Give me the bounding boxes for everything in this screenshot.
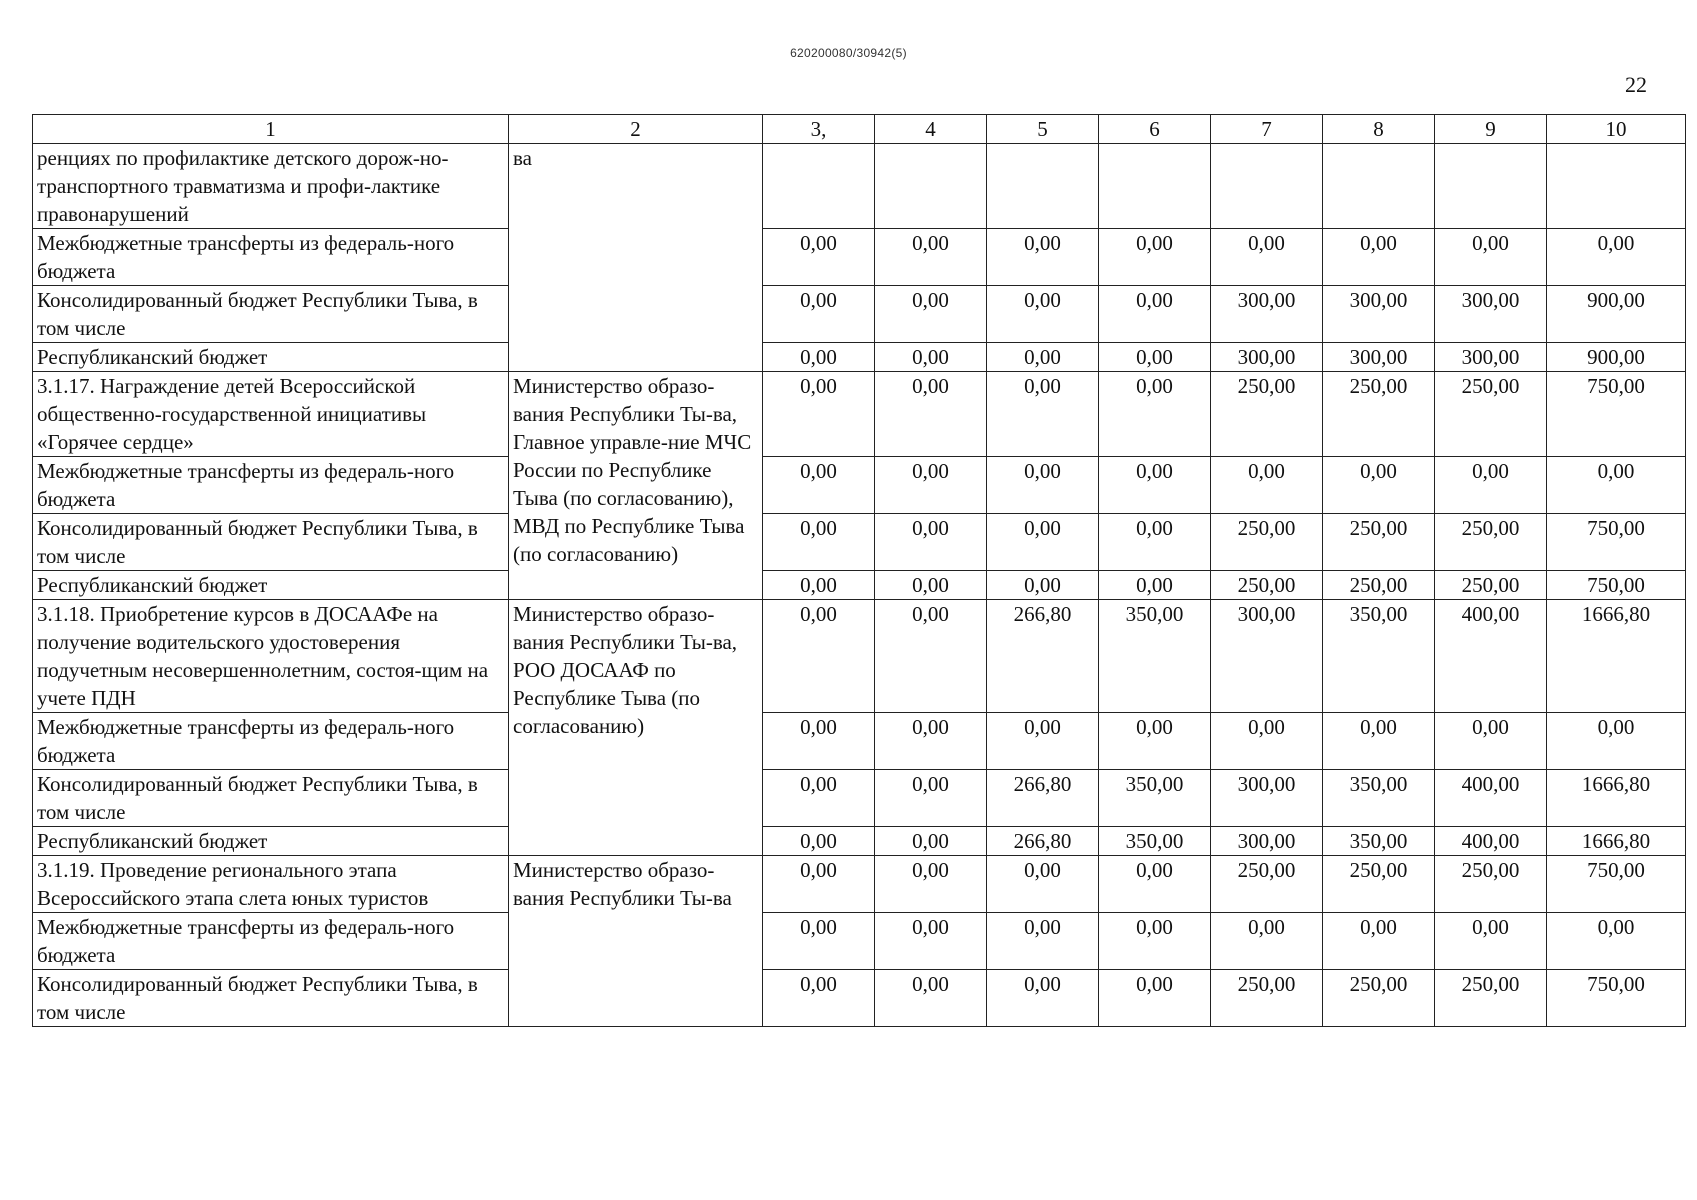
value-cell: 0,00: [1323, 713, 1435, 770]
table-row: [33, 343, 1686, 372]
value-cell: [1547, 144, 1686, 229]
value-cell: 0,00: [763, 600, 875, 713]
value-cell: 0,00: [1435, 229, 1547, 286]
executor-cell: Министерство образо-вания Республики Ты-ва, РОО ДОСААФ по Республике Тыва (по согласованию): [509, 600, 763, 856]
value-cell: 0,00: [1211, 229, 1323, 286]
value-cell: [1211, 144, 1323, 229]
page-number: 22: [1625, 72, 1647, 97]
value-cell: 0,00: [1547, 913, 1686, 970]
value-cell: 0,00: [1099, 913, 1211, 970]
value-cell: 900,00: [1547, 343, 1686, 372]
value-cell: 0,00: [875, 827, 987, 856]
column-header: 1: [33, 115, 509, 144]
value-cell: 0,00: [875, 600, 987, 713]
value-cell: 250,00: [1211, 514, 1323, 571]
table-row: [33, 970, 1686, 1027]
value-cell: 0,00: [987, 713, 1099, 770]
value-cell: 0,00: [875, 514, 987, 571]
executor-cell: Министерство образо-вания Республики Ты-ва, Главное управле-ние МЧС России по Республике Тыва (по согласованию), МВД по Республике Тыва (по согласованию): [509, 372, 763, 600]
row-name: Консолидированный бюджет Республики Тыва, в том числе: [33, 514, 509, 571]
value-cell: 266,80: [987, 600, 1099, 713]
value-cell: 400,00: [1435, 600, 1547, 713]
value-cell: 350,00: [1099, 770, 1211, 827]
value-cell: 0,00: [1099, 372, 1211, 457]
value-cell: 300,00: [1211, 286, 1323, 343]
value-cell: 0,00: [875, 457, 987, 514]
value-cell: 0,00: [875, 856, 987, 913]
value-cell: 250,00: [1435, 514, 1547, 571]
value-cell: 266,80: [987, 770, 1099, 827]
value-cell: 400,00: [1435, 827, 1547, 856]
executor-cell: Министерство образо-вания Республики Ты-ва: [509, 856, 763, 1027]
value-cell: 250,00: [1323, 856, 1435, 913]
table-row: [33, 827, 1686, 856]
value-cell: 400,00: [1435, 770, 1547, 827]
executor-cell: ва: [509, 144, 763, 372]
value-cell: 300,00: [1323, 286, 1435, 343]
value-cell: 300,00: [1211, 343, 1323, 372]
value-cell: 0,00: [875, 229, 987, 286]
value-cell: [987, 144, 1099, 229]
value-cell: 0,00: [987, 514, 1099, 571]
value-cell: 0,00: [763, 827, 875, 856]
value-cell: 350,00: [1099, 827, 1211, 856]
column-header: 2: [509, 115, 763, 144]
value-cell: 0,00: [1435, 913, 1547, 970]
value-cell: 0,00: [763, 856, 875, 913]
budget-table: [32, 114, 1686, 1027]
value-cell: 0,00: [1099, 343, 1211, 372]
value-cell: 0,00: [987, 970, 1099, 1027]
row-name: Республиканский бюджет: [33, 827, 509, 856]
table-row: [33, 600, 1686, 713]
document-code: 620200080/30942(5): [790, 46, 907, 60]
value-cell: 0,00: [763, 770, 875, 827]
value-cell: 750,00: [1547, 372, 1686, 457]
column-header: 6: [1099, 115, 1211, 144]
row-name: ренциях по профилактике детского дорож-но-транспортного травматизма и профи-лактике правонарушений: [33, 144, 509, 229]
value-cell: 300,00: [1211, 770, 1323, 827]
value-cell: 0,00: [1547, 713, 1686, 770]
value-cell: 0,00: [1211, 713, 1323, 770]
value-cell: 0,00: [1435, 713, 1547, 770]
value-cell: [763, 144, 875, 229]
value-cell: 250,00: [1211, 372, 1323, 457]
row-name: Межбюджетные трансферты из федераль-ного бюджета: [33, 713, 509, 770]
value-cell: 0,00: [875, 970, 987, 1027]
value-cell: 0,00: [763, 457, 875, 514]
value-cell: [1323, 144, 1435, 229]
value-cell: 0,00: [763, 571, 875, 600]
value-cell: 0,00: [875, 913, 987, 970]
value-cell: 1666,80: [1547, 770, 1686, 827]
table-row: [33, 229, 1686, 286]
row-name: Консолидированный бюджет Республики Тыва, в том числе: [33, 970, 509, 1027]
value-cell: 0,00: [1099, 970, 1211, 1027]
value-cell: 0,00: [875, 343, 987, 372]
value-cell: 1666,80: [1547, 600, 1686, 713]
value-cell: 250,00: [1211, 856, 1323, 913]
table-row: [33, 457, 1686, 514]
value-cell: 350,00: [1323, 600, 1435, 713]
value-cell: 0,00: [875, 770, 987, 827]
value-cell: 0,00: [987, 571, 1099, 600]
value-cell: 900,00: [1547, 286, 1686, 343]
value-cell: 0,00: [1099, 286, 1211, 343]
value-cell: 250,00: [1323, 372, 1435, 457]
value-cell: 750,00: [1547, 970, 1686, 1027]
column-header: 10: [1547, 115, 1686, 144]
table-row: [33, 913, 1686, 970]
value-cell: 750,00: [1547, 514, 1686, 571]
value-cell: 0,00: [763, 913, 875, 970]
row-name: Межбюджетные трансферты из федераль-ного бюджета: [33, 457, 509, 514]
value-cell: 0,00: [1099, 229, 1211, 286]
value-cell: 350,00: [1099, 600, 1211, 713]
value-cell: 0,00: [1211, 913, 1323, 970]
value-cell: 300,00: [1211, 600, 1323, 713]
table-row: [33, 571, 1686, 600]
value-cell: 0,00: [1323, 229, 1435, 286]
value-cell: 300,00: [1435, 343, 1547, 372]
column-header: 3,: [763, 115, 875, 144]
row-name: Межбюджетные трансферты из федераль-ного бюджета: [33, 913, 509, 970]
value-cell: 0,00: [875, 286, 987, 343]
value-cell: [1099, 144, 1211, 229]
value-cell: 0,00: [987, 372, 1099, 457]
value-cell: 0,00: [763, 372, 875, 457]
value-cell: 0,00: [875, 372, 987, 457]
value-cell: 0,00: [987, 856, 1099, 913]
value-cell: 300,00: [1211, 827, 1323, 856]
value-cell: 250,00: [1435, 372, 1547, 457]
table-header-row: [33, 115, 1686, 144]
value-cell: [1435, 144, 1547, 229]
row-name: 3.1.18. Приобретение курсов в ДОСААФе на получение водительского удостоверения подучетным несовершеннолетним, состоя-щим на учете ПДН: [33, 600, 509, 713]
column-header: 5: [987, 115, 1099, 144]
value-cell: 0,00: [875, 571, 987, 600]
value-cell: 0,00: [1099, 571, 1211, 600]
value-cell: 0,00: [1099, 713, 1211, 770]
value-cell: 0,00: [987, 286, 1099, 343]
value-cell: 0,00: [763, 343, 875, 372]
value-cell: 0,00: [987, 913, 1099, 970]
value-cell: 0,00: [763, 229, 875, 286]
value-cell: 0,00: [763, 713, 875, 770]
value-cell: 250,00: [1211, 970, 1323, 1027]
column-header: 9: [1435, 115, 1547, 144]
value-cell: 750,00: [1547, 856, 1686, 913]
table-row: [33, 856, 1686, 913]
column-header: 7: [1211, 115, 1323, 144]
value-cell: 0,00: [1211, 457, 1323, 514]
row-name: Межбюджетные трансферты из федераль-ного бюджета: [33, 229, 509, 286]
value-cell: 0,00: [1435, 457, 1547, 514]
table-row: [33, 713, 1686, 770]
value-cell: 300,00: [1435, 286, 1547, 343]
value-cell: 250,00: [1323, 514, 1435, 571]
value-cell: 0,00: [1547, 229, 1686, 286]
value-cell: 250,00: [1323, 571, 1435, 600]
row-name: Республиканский бюджет: [33, 343, 509, 372]
value-cell: 0,00: [763, 970, 875, 1027]
value-cell: 0,00: [763, 286, 875, 343]
column-header: 4: [875, 115, 987, 144]
value-cell: [875, 144, 987, 229]
value-cell: 0,00: [1099, 514, 1211, 571]
value-cell: 0,00: [987, 343, 1099, 372]
value-cell: 250,00: [1211, 571, 1323, 600]
row-name: Консолидированный бюджет Республики Тыва, в том числе: [33, 770, 509, 827]
value-cell: 0,00: [987, 229, 1099, 286]
value-cell: 0,00: [1323, 913, 1435, 970]
value-cell: 266,80: [987, 827, 1099, 856]
value-cell: 1666,80: [1547, 827, 1686, 856]
value-cell: 0,00: [1547, 457, 1686, 514]
value-cell: 350,00: [1323, 827, 1435, 856]
value-cell: 300,00: [1323, 343, 1435, 372]
value-cell: 250,00: [1323, 970, 1435, 1027]
row-name: Республиканский бюджет: [33, 571, 509, 600]
table-row: [33, 514, 1686, 571]
table-row: [33, 144, 1686, 229]
value-cell: 350,00: [1323, 770, 1435, 827]
value-cell: 750,00: [1547, 571, 1686, 600]
table-row: [33, 770, 1686, 827]
value-cell: 0,00: [763, 514, 875, 571]
table-row: [33, 372, 1686, 457]
column-header: 8: [1323, 115, 1435, 144]
row-name: Консолидированный бюджет Республики Тыва, в том числе: [33, 286, 509, 343]
value-cell: 0,00: [1099, 856, 1211, 913]
value-cell: 250,00: [1435, 856, 1547, 913]
value-cell: 0,00: [1099, 457, 1211, 514]
value-cell: 0,00: [1323, 457, 1435, 514]
value-cell: 250,00: [1435, 571, 1547, 600]
row-name: 3.1.19. Проведение регионального этапа Всероссийского этапа слета юных туристов: [33, 856, 509, 913]
table-row: [33, 286, 1686, 343]
value-cell: 0,00: [987, 457, 1099, 514]
value-cell: 250,00: [1435, 970, 1547, 1027]
row-name: 3.1.17. Награждение детей Всероссийской общественно-государственной инициативы «Горячее сердце»: [33, 372, 509, 457]
value-cell: 0,00: [875, 713, 987, 770]
